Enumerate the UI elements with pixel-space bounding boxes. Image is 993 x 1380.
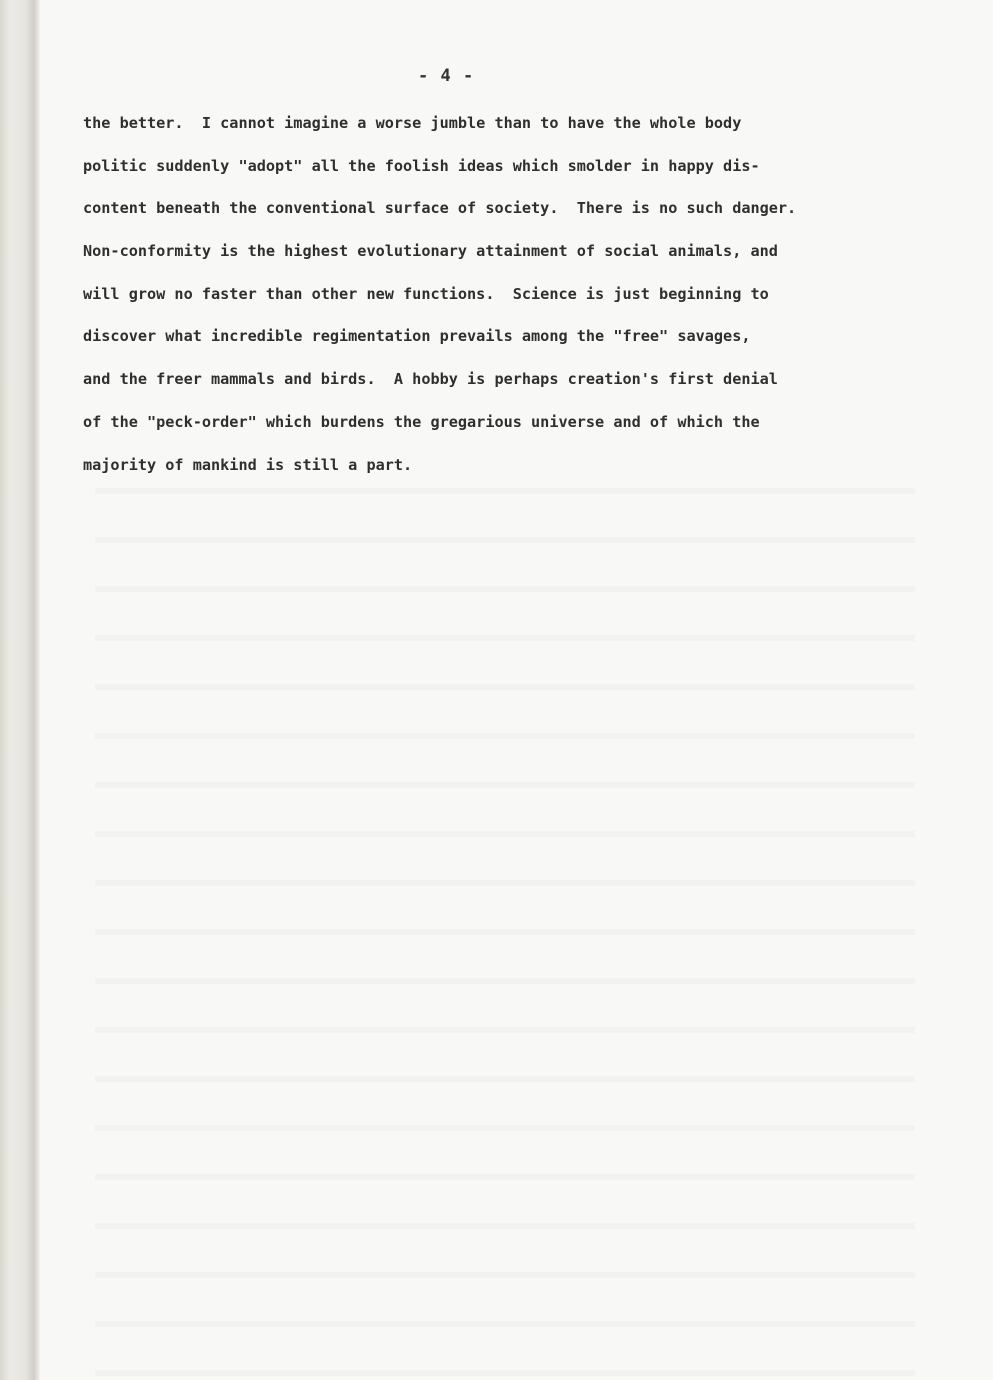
bleed-through xyxy=(95,445,915,1376)
page-number: - 4 - xyxy=(418,66,475,86)
text-line: majority of mankind is still a part. xyxy=(83,455,413,474)
text-line: and the freer mammals and birds. A hobby is perhaps creation's first denial xyxy=(83,370,778,389)
text-line: content beneath the conventional surface of society. There is no such danger. xyxy=(83,199,797,218)
text-line: politic suddenly "adopt" all the foolish ideas which smolder in happy dis- xyxy=(83,156,760,175)
text-line: of the "peck-order" which burdens the gregarious universe and of which the xyxy=(83,412,760,431)
text-line: the better. I cannot imagine a worse jumble than to have the whole body xyxy=(83,114,742,132)
text-line: discover what incredible regimentation prevails among the "free" savages, xyxy=(83,327,751,346)
text-line: Non-conformity is the highest evolutionary attainment of social animals, and xyxy=(83,242,778,261)
body-text xyxy=(83,108,943,492)
text-line: will grow no faster than other new functions. Science is just beginning to xyxy=(83,284,769,303)
binding-edge xyxy=(0,0,40,1380)
